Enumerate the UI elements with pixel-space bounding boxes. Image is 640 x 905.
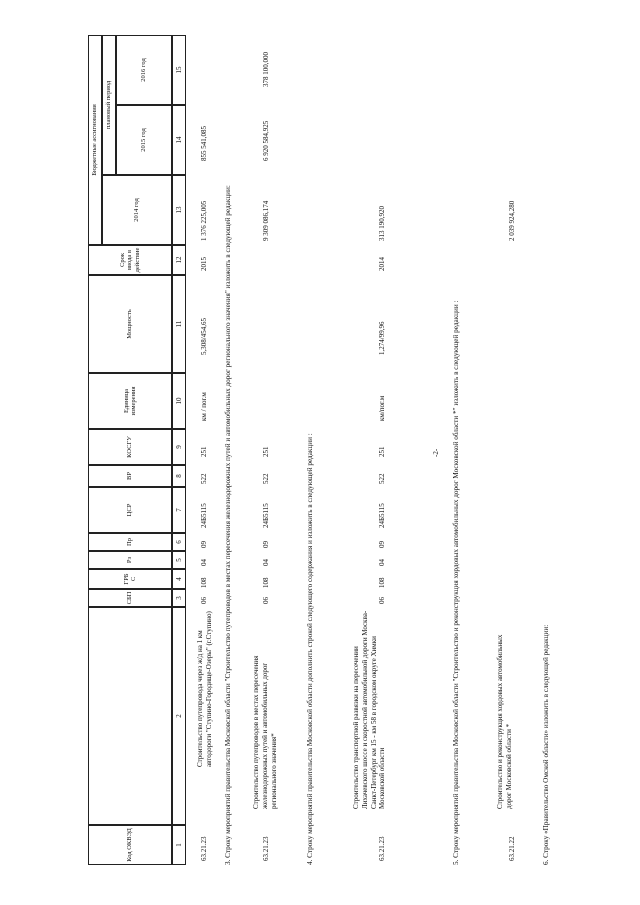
colnum-14 [172,105,186,175]
colnum-2-label: 2 [174,714,183,718]
colnum-14-label: 14 [174,136,183,144]
page-number: -2- [432,448,440,457]
row3-name: Строительство путепроводов в местах пересечения железнодорожных путей и автомобильных дорог регионального значения* [252,655,278,809]
colnum-15-label: 15 [174,66,183,74]
row1-kod: 63.21.23 [200,836,208,861]
colnum-1 [172,825,186,865]
header-term-label: Срок ввода в действие [118,247,141,273]
header-kosgu-label: КОСГУ [126,436,134,458]
header-planned-period [102,35,116,175]
colnum-4 [172,569,186,589]
colnum-1-label: 1 [174,843,183,847]
row1-csr: 24Б5115 [200,503,208,528]
section-5-text: 5. Строку мероприятий правительства Московской области "Строительство и реконструкция хордовых автомобильных дорог Московской области *" изложить в следующей редакции : [452,300,460,865]
header-budget-label: Бюджетные ассигнования [91,104,99,176]
header-vr [88,465,172,487]
header-csr [88,487,172,533]
colnum-7 [172,487,186,533]
colnum-12-label: 12 [174,256,183,264]
header-year-2015 [116,105,172,175]
row1-pr: 09 [200,541,208,548]
row3-csr: 24Б5115 [262,503,270,528]
colnum-13 [172,175,186,245]
row3-kosgu: 251 [262,446,270,457]
colnum-8 [172,465,186,487]
row4-y2014: 313 190,920 [378,206,386,241]
row4-kod: 63.21.23 [378,836,386,861]
header-grbs-label: ГРБ С [122,573,137,585]
row4-rz: 04 [378,559,386,566]
colnum-7-label: 7 [174,508,183,512]
section-4-text: 4. Строку мероприятий правительства Московской области дополнить строкой следующего содержания и изложить в следующей редакции : [306,433,314,865]
header-capacity-label: Мощность [126,309,134,339]
header-sbp [88,589,172,607]
row5-name: Строительство и реконструкция хордовых автомобильных дорог Московской области * [496,634,513,809]
row3-y2016: 378 100,000 [262,52,270,87]
colnum-3 [172,589,186,607]
row3-y2014: 9 309 086,174 [262,200,270,241]
header-pr-label: Пр [126,538,134,546]
header-kod-okved-label: Код ОКВЭД [126,828,134,862]
row4-unit: км/пог.м [378,395,386,421]
header-rz [88,551,172,569]
row1-vr: 522 [200,473,208,484]
row4-capacity: 1,274/99,96 [378,321,386,355]
colnum-15 [172,35,186,105]
header-vr-label: ВР [126,472,134,480]
header-sbp-label: СБП [126,591,134,605]
row4-vr: 522 [378,473,386,484]
colnum-9-label: 9 [174,445,183,449]
row1-grbs: 108 [200,577,208,588]
row4-term: 2014 [378,257,386,271]
colnum-11-label: 11 [174,320,183,328]
row4-kosgu: 251 [378,446,386,457]
row5-y2014: 2 039 924,280 [508,200,516,241]
header-grbs [88,569,172,589]
row4-sbp: 06 [378,597,386,604]
header-term [88,245,172,275]
header-year-2014-label: 2014 год [133,198,141,222]
row5-kod: 63.21.22 [508,836,516,861]
colnum-6-label: 6 [174,540,183,544]
colnum-5-label: 5 [174,558,183,562]
colnum-4-label: 4 [174,577,183,581]
row3-pr: 09 [262,541,270,548]
header-kod-okved [88,825,172,865]
row4-csr: 24Б5115 [378,503,386,528]
header-csr-label: ЦСР [126,503,134,517]
header-unit-label: Единица измерения [122,386,137,416]
header-kosgu [88,429,172,465]
row3-kod: 63.21.23 [262,836,270,861]
colnum-9 [172,429,186,465]
row1-capacity: 5,308/454,65 [200,318,208,355]
row1-rz: 04 [200,559,208,566]
colnum-12 [172,245,186,275]
header-planned-period-label: плановый период [105,80,113,130]
row3-y2015: 6 920 584,925 [262,120,270,161]
colnum-6 [172,533,186,551]
row1-name: Строительство путепровода через ж/д на 1 км автодороги "Ступино-Городище-Озеры" (г.Ступино) [196,611,213,767]
header-year-2016 [116,35,172,105]
colnum-2 [172,607,186,825]
row3-grbs: 108 [262,577,270,588]
header-year-2014 [102,175,172,245]
colnum-13-label: 13 [174,206,183,214]
row1-kosgu: 251 [200,446,208,457]
row4-pr: 09 [378,541,386,548]
header-year-2015-label: 2015 год [140,128,148,152]
row1-unit: км / пог.м [200,392,208,421]
row1-sbp: 06 [200,597,208,604]
row1-term: 2015 [200,257,208,271]
section-3-text: 3. Строку мероприятий правительства Московской области "Строительство путепроводов в местах пересечения железнодорожных путей и автомобильных дорог регионального значения" изложить в следующей редакции: [224,185,232,865]
row1-y2014: 1 376 225,005 [200,200,208,241]
section-6-text: 6. Строку «Правительство Омской области» изложить в следующей редакции: [542,624,550,865]
header-name-blank [88,607,172,825]
header-unit [88,373,172,429]
colnum-10-label: 10 [174,397,183,405]
colnum-10 [172,373,186,429]
colnum-8-label: 8 [174,474,183,478]
header-pr [88,533,172,551]
header-budget [88,35,102,245]
row1-y2015: 855 541,085 [200,126,208,161]
colnum-11 [172,275,186,373]
row3-rz: 04 [262,559,270,566]
row3-sbp: 06 [262,597,270,604]
row4-grbs: 108 [378,577,386,588]
row4-name: Строительство транспортной развязки на пересечении Лихачевского шоссе и скоростной автомобильной дороги Москва-Санкт-Петербург км 15 - км 58 в городском округе Химки Московской области [352,610,387,809]
header-capacity [88,275,172,373]
colnum-3-label: 3 [174,596,183,600]
header-year-2016-label: 2016 год [140,58,148,82]
row3-vr: 522 [262,473,270,484]
header-rz-label: Рз [126,556,134,564]
colnum-5 [172,551,186,569]
